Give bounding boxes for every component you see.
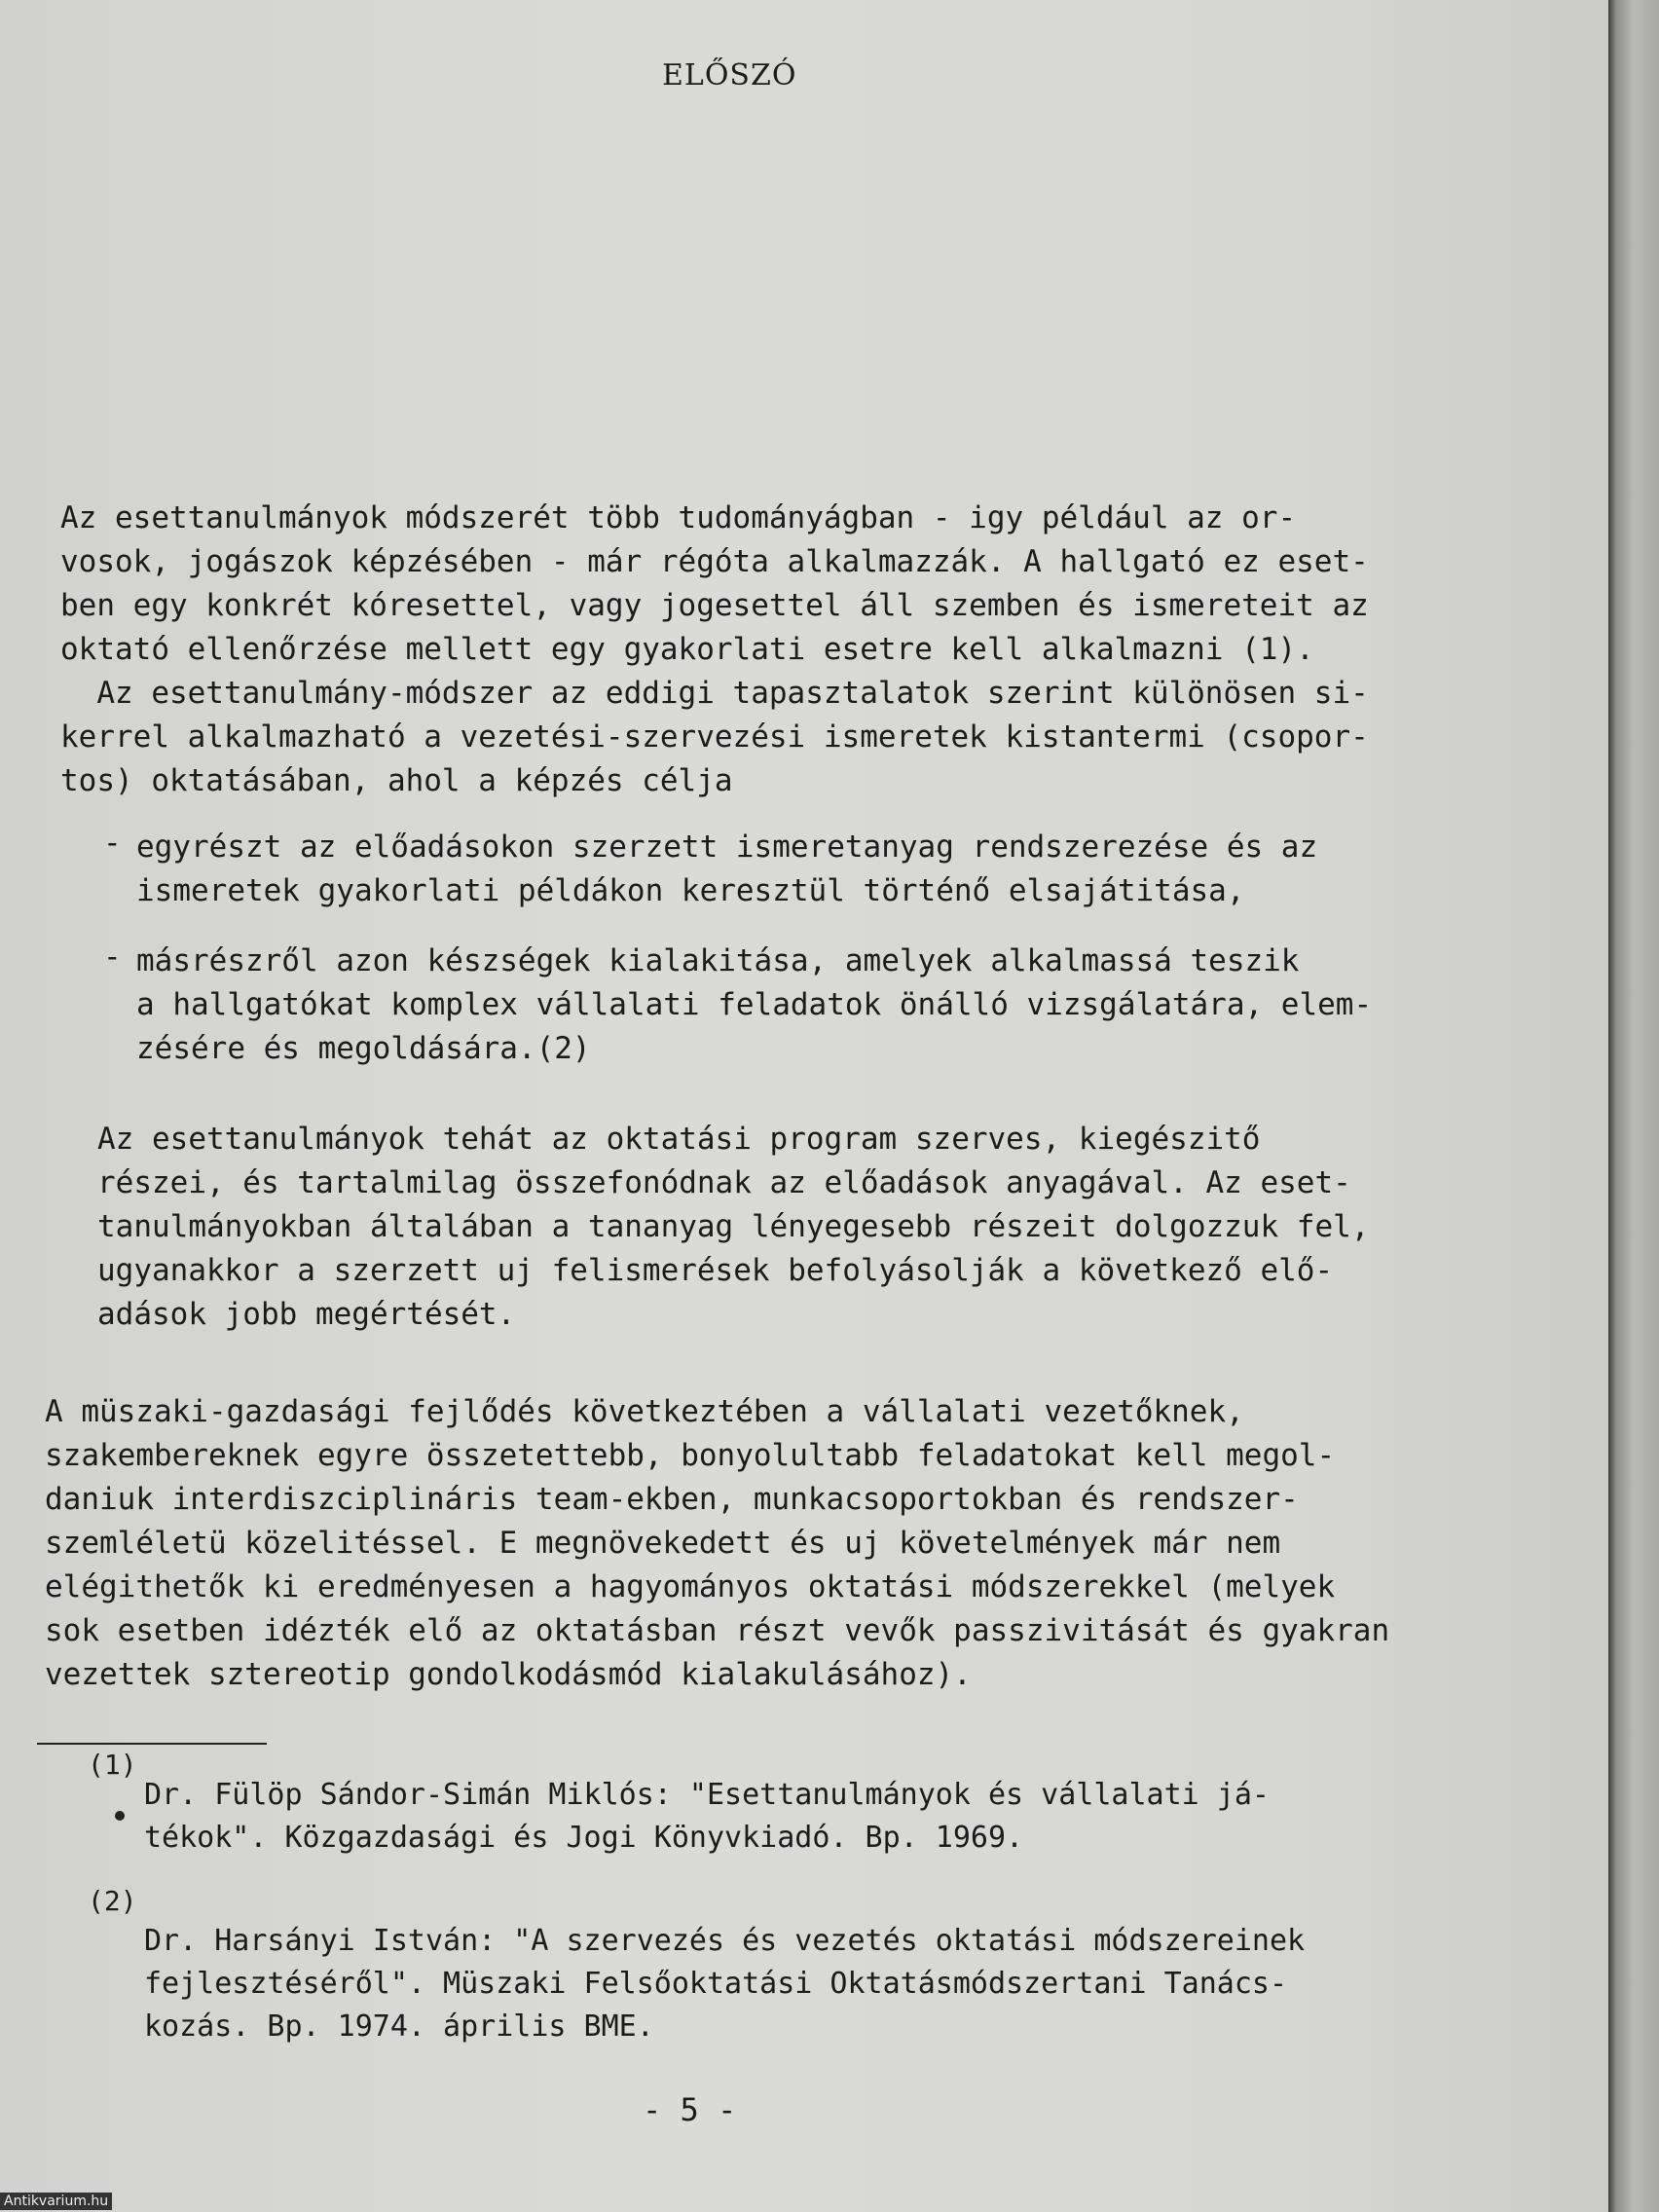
paragraph-intro: Az esettanulmányok módszerét több tudományágban - igy például az or- vosok, jogászok képzésében - már régóta alkalmazzák. A hallgató ez eset- ben egy konkrét kóresettel, vagy jogesettel áll szemben és ismereteit az oktató ellenőrzése mellett egy gyakorlati esetre kell alkalmazni (1). [60, 500, 1369, 667]
watermark: Antikvarium.hu [0, 2193, 112, 2210]
page-number: - 5 - [643, 2091, 737, 2128]
bullet-dot [115, 1811, 125, 1821]
paragraph-development: A müszaki-gazdasági fejlődés következtében a vállalati vezetőknek, szakembereknek egyre összetettebb, bonyolultabb feladatokat kell megol- daniuk interdiszciplináris team-ekben, munkacsoportokban és rendszer- szemléletü közelitéssel. E megnövekedett és uj követelmények már nem elégithetők ki eredményesen a hagyományos oktatási módszerekkel (melyek sok esetben idézték elő az oktatásban részt vevők passzivitását és gyakran vezettek sztereotip gondolkodásmód kialakulásához). [45, 1394, 1390, 1692]
paragraph-method: Az esettanulmány-módszer az eddigi tapasztalatok szerint különösen si- kerrel alkalmazható a vezetési-szervezési ismeretek kistantermi (csopor- tos) oktatásában, ahol a képzés célja [60, 676, 1369, 798]
list-dash: - [103, 940, 122, 975]
page-title: ELŐSZÓ [662, 58, 797, 92]
footnote-marker: (1) [88, 1749, 137, 1781]
footnote: Dr. Harsányi István: "A szervezés és vezetés oktatási módszereinek fejlesztéséről". Müszaki Felsőoktatási Oktatásmódszertani Tanács- kozás. Bp. 1974. április BME. [144, 1924, 1306, 2044]
list-dash: - [103, 826, 122, 861]
footnote: Dr. Fülöp Sándor-Simán Miklós: "Esettanulmányok és vállalati já- tékok". Közgazdasági és Jogi Könyvkiadó. Bp. 1969. [144, 1778, 1270, 1855]
list-item: másrészről azon készségek kialakitása, amelyek alkalmassá teszik a hallgatókat komplex vállalati feladatok önálló vizsgálatára, elem- zésére és megoldására.(2) [136, 943, 1373, 1066]
footnote-divider [37, 1743, 267, 1745]
paragraph-program: Az esettanulmányok tehát az oktatási program szerves, kiegészitő részei, és tartalmilag összefonódnak az előadások anyagával. Az eset- tanulmányokban általában a tananyag lényegesebb részeit dolgozzuk fel, ugyanakkor a szerzett uj felismerések befolyásolják a következő elő- adások jobb megértését. [97, 1122, 1370, 1332]
footnote-marker: (2) [88, 1885, 137, 1917]
page-edge [1608, 0, 1659, 2212]
list-item: egyrészt az előadásokon szerzett ismeretanyag rendszerezése és az ismeretek gyakorlati példákon keresztül történő elsajátitása, [136, 830, 1318, 908]
